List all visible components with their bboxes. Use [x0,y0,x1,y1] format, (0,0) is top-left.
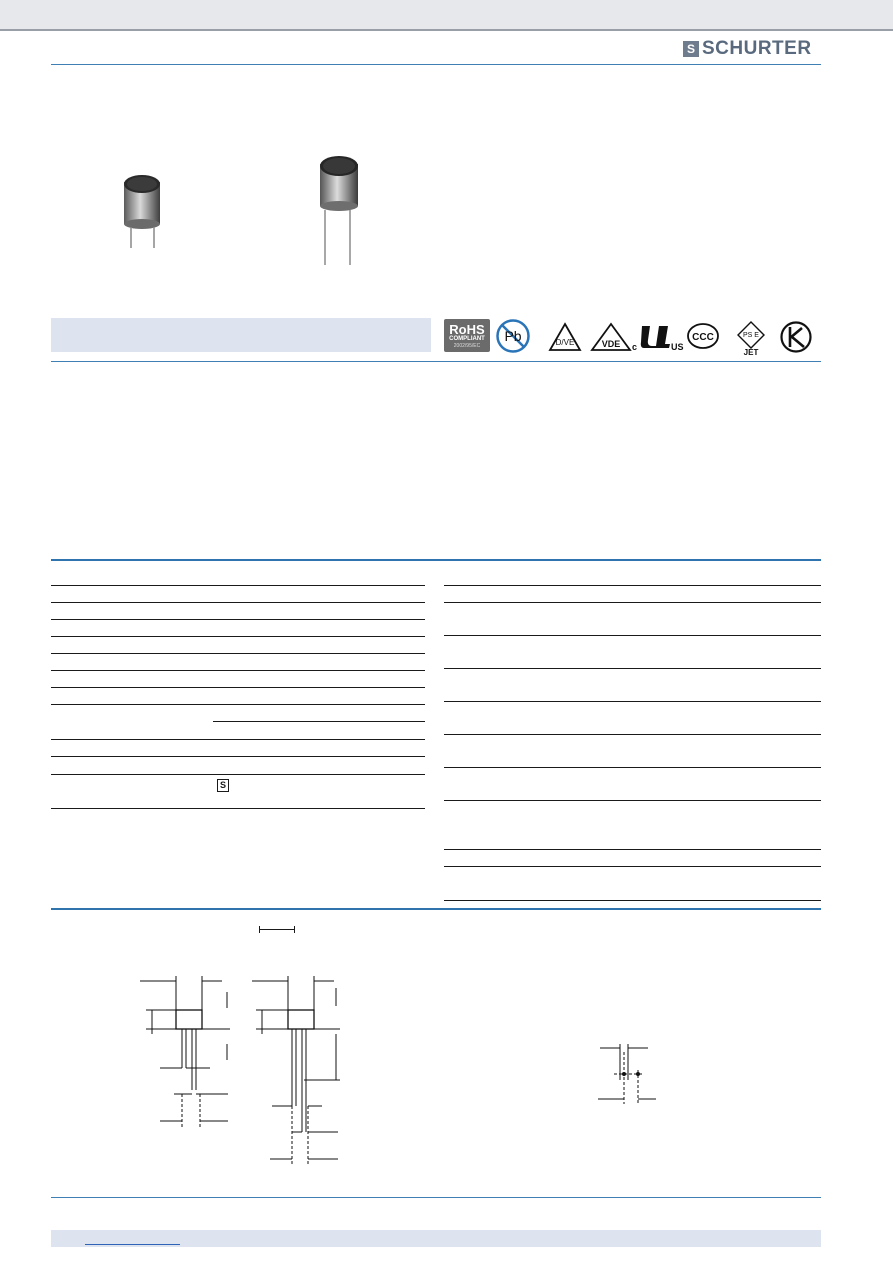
pse-jet-icon [734,320,768,356]
vde-icon [590,322,632,352]
pse-label: PS E [743,332,759,339]
footer-link[interactable] [85,1244,180,1245]
approval-row-divider [444,866,821,867]
approval-row-divider [444,900,821,901]
approval-row-divider [444,800,821,801]
approval-row-divider [444,701,821,702]
section-rule-1 [51,361,821,362]
dimensions-section-rule [51,908,821,910]
schurter-logo [683,39,812,59]
approval-row-divider [444,668,821,669]
ccc-label: CCC [692,332,714,343]
spec-row-divider [51,808,425,809]
rohs-compliant-badge [444,319,490,352]
header-rule [51,64,821,65]
approval-row-divider [444,849,821,850]
dimension-drawing-short [140,972,240,1132]
vde-label: VDE [601,339,621,349]
approval-row-divider [444,585,821,586]
scale-bar [259,929,295,930]
vde-small-label: D/VE [555,338,575,347]
spec-row-divider [51,687,425,688]
spec-row-divider [51,653,425,654]
spec-row-divider [51,704,425,705]
product-photo-long-leads [314,150,364,268]
lead-free-label: Pb [504,328,522,344]
pcb-layout-drawing [596,1040,658,1106]
spec-row-divider [51,774,425,775]
schurter-s-symbol: S [217,779,229,792]
logo-mark: S [683,41,699,57]
specs-section-rule [51,559,821,561]
dimension-drawing-long [252,972,352,1168]
approval-row-divider [444,635,821,636]
spec-row-divider [51,602,425,603]
product-photo-short-leads [112,170,172,250]
logo-text: SCHURTER [702,38,812,59]
jet-label: JET [743,348,759,356]
spec-row-divider [51,585,425,586]
ul-suffix: US [671,342,684,352]
spec-subrow-divider [213,721,425,722]
ccc-icon [686,322,720,350]
rohs-line2: COMPLIANT [449,335,485,342]
rohs-line1: RoHS [449,321,485,337]
spec-row-divider [51,739,425,740]
approval-row-divider [444,734,821,735]
spec-row-divider [51,636,425,637]
rohs-line3: 2002/95/EC [453,342,481,349]
lead-free-icon [495,318,531,354]
approval-row-divider [444,767,821,768]
vde-small-triangle-icon [548,322,582,352]
approval-row-divider [444,602,821,603]
window-top-bar [0,0,893,31]
title-band [51,318,431,352]
ul-recognized-icon [632,322,684,352]
spec-row-divider [51,670,425,671]
ul-prefix: c [632,342,638,352]
spec-row-divider [51,619,425,620]
spec-row-divider [51,756,425,757]
footer-rule [51,1197,821,1198]
kc-icon [778,320,814,354]
